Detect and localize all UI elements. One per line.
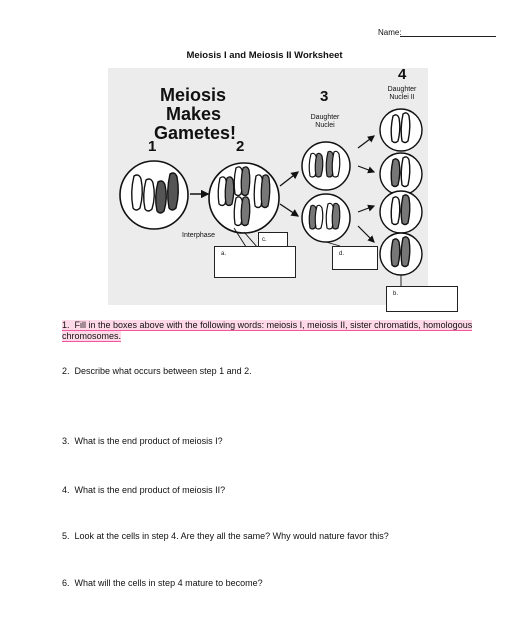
- question-1: [62, 320, 482, 342]
- question-1-text: Fill in the boxes above with the following words: meiosis I, meiosis II, sister chromatids, homologous chromosomes.: [62, 320, 473, 341]
- question-3: [62, 436, 223, 447]
- box-letter-d: d.: [339, 251, 345, 257]
- daughter-nuclei-ii-label: Daughter Nuclei II: [387, 86, 417, 101]
- question-1-highlight: [62, 320, 472, 342]
- heading-line-2: Makes: [166, 104, 222, 124]
- arrow-3-to-4-d: [358, 226, 374, 242]
- cell-step-3-bottom: [302, 194, 350, 242]
- question-5: [62, 531, 389, 542]
- box-letter-c: c.: [262, 237, 267, 243]
- arrow-3-to-4-b: [358, 166, 374, 172]
- question-3-number: 3.: [62, 436, 70, 446]
- cells-step-4: [380, 109, 422, 275]
- cell-step-2: [209, 163, 279, 233]
- answer-box-b[interactable]: [386, 286, 458, 312]
- step-number-2: 2: [236, 138, 245, 155]
- question-5-text: Look at the cells in step 4. Are they all the same? Why would nature favor this?: [74, 531, 389, 541]
- question-4-number: 4.: [62, 485, 70, 495]
- answer-box-a[interactable]: [214, 246, 296, 278]
- step-number-3: 3: [320, 88, 329, 105]
- cell-step-3-top: [302, 142, 350, 190]
- diagram-heading: [154, 85, 237, 143]
- question-2-text: Describe what occurs between step 1 and 2.: [74, 366, 252, 376]
- box-letter-a: a.: [221, 251, 227, 257]
- daughter-nuclei-label: Daughter Nuclei: [310, 114, 340, 129]
- step-number-1: 1: [148, 138, 157, 155]
- question-3-text: What is the end product of meiosis I?: [74, 436, 223, 446]
- box-letter-b: b.: [393, 291, 399, 297]
- answer-box-d[interactable]: [332, 246, 378, 270]
- question-4: [62, 485, 225, 496]
- interphase-label: Interphase: [182, 232, 216, 239]
- question-6-number: 6.: [62, 578, 70, 588]
- arrow-2-to-3-bottom: [280, 204, 298, 216]
- question-6: [62, 578, 263, 589]
- step-number-4: 4: [398, 66, 407, 83]
- question-6-text: What will the cells in step 4 mature to become?: [74, 578, 263, 588]
- arrow-3-to-4-a: [358, 136, 374, 148]
- arrow-2-to-3-top: [280, 172, 298, 186]
- question-2: [62, 366, 252, 377]
- cell-step-1: [120, 161, 188, 229]
- question-2-number: 2.: [62, 366, 70, 376]
- heading-line-3: Gametes!: [154, 123, 237, 143]
- question-5-number: 5.: [62, 531, 70, 541]
- name-blank-line[interactable]: [400, 36, 496, 37]
- question-1-number: 1.: [62, 320, 70, 330]
- meiosis-diagram: [108, 68, 428, 305]
- arrow-3-to-4-c: [358, 206, 374, 212]
- name-label: Name:: [378, 28, 402, 37]
- question-4-text: What is the end product of meiosis II?: [74, 485, 226, 495]
- heading-line-1: Meiosis: [160, 85, 227, 105]
- worksheet-title: Meiosis I and Meiosis II Worksheet: [186, 50, 343, 61]
